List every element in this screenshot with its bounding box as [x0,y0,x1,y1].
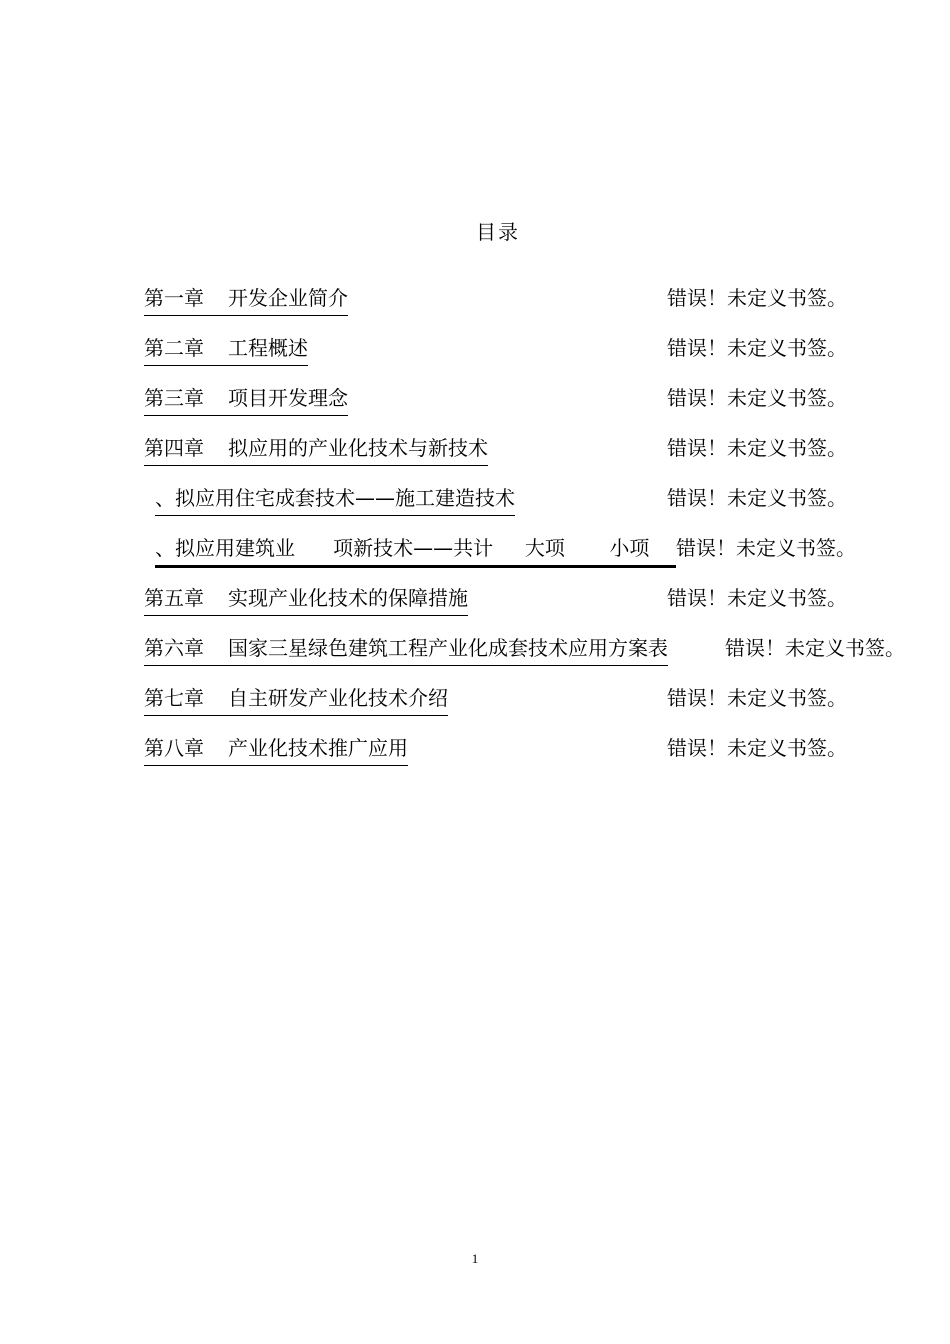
toc-row [0,583,950,617]
toc-row [0,683,950,717]
toc-row [0,283,950,317]
page-number: 1 [471,1251,479,1266]
toc-page-ref: 错误！未定义书签。 [667,436,847,460]
toc-entry-chapter-6[interactable] [144,633,668,666]
toc-row [0,433,950,467]
toc-chapter-number: 第二章 [144,336,204,360]
toc-entry-title: 拟应用的产业化技术与新技术 [228,436,488,460]
toc-entry-title: 工程概述 [228,336,308,360]
toc-entry-section-4-1[interactable] [155,483,515,516]
toc-chapter-number: 第四章 [144,436,204,460]
toc-chapter-number: 第五章 [144,586,204,610]
toc-row [0,383,950,417]
toc-row [0,533,950,567]
toc-entry-chapter-8[interactable] [144,733,408,766]
toc-entry-chapter-4[interactable] [144,433,488,466]
toc-entry-title: 开发企业简介 [228,286,348,310]
toc-row [0,483,950,517]
toc-chapter-number: 第六章 [144,636,204,660]
toc-chapter-number: 第一章 [144,286,204,310]
toc-row [0,333,950,367]
toc-entry-title: 自主研发产业化技术介绍 [228,686,448,710]
toc-page-ref: 错误！未定义书签。 [667,486,847,510]
toc-page-ref: 错误！未定义书签。 [676,536,856,560]
toc-entry-chapter-1[interactable] [144,283,348,316]
toc-entry-title: 、拟应用建筑业 项新技术——共计 大项 小项 [155,536,650,560]
toc-entry-chapter-3[interactable] [144,383,348,416]
toc-row [0,633,950,667]
toc-page-ref: 错误！未定义书签。 [667,736,847,760]
toc-page-ref: 错误！未定义书签。 [667,586,847,610]
toc-entry-chapter-2[interactable] [144,333,308,366]
toc-page-ref: 错误！未定义书签。 [667,286,847,310]
toc-title: 目录 [476,220,520,244]
toc-entry-title: 国家三星绿色建筑工程产业化成套技术应用方案表 [228,636,668,660]
toc-entry-title: 项目开发理念 [228,386,348,410]
toc-entry-chapter-5[interactable] [144,583,468,616]
toc-chapter-number: 第七章 [144,686,204,710]
toc-chapter-number: 第八章 [144,736,204,760]
toc-page-ref: 错误！未定义书签。 [725,636,905,660]
toc-page-ref: 错误！未定义书签。 [667,386,847,410]
toc-row [0,733,950,767]
toc-chapter-number: 第三章 [144,386,204,410]
toc-entry-title: 、拟应用住宅成套技术——施工建造技术 [155,486,515,510]
toc-page-ref: 错误！未定义书签。 [667,336,847,360]
toc-entry-section-4-2[interactable] [155,533,676,568]
toc-entry-title: 产业化技术推广应用 [228,736,408,760]
toc-entry-chapter-7[interactable] [144,683,448,716]
toc-page-ref: 错误！未定义书签。 [667,686,847,710]
toc-entry-title: 实现产业化技术的保障措施 [228,586,468,610]
